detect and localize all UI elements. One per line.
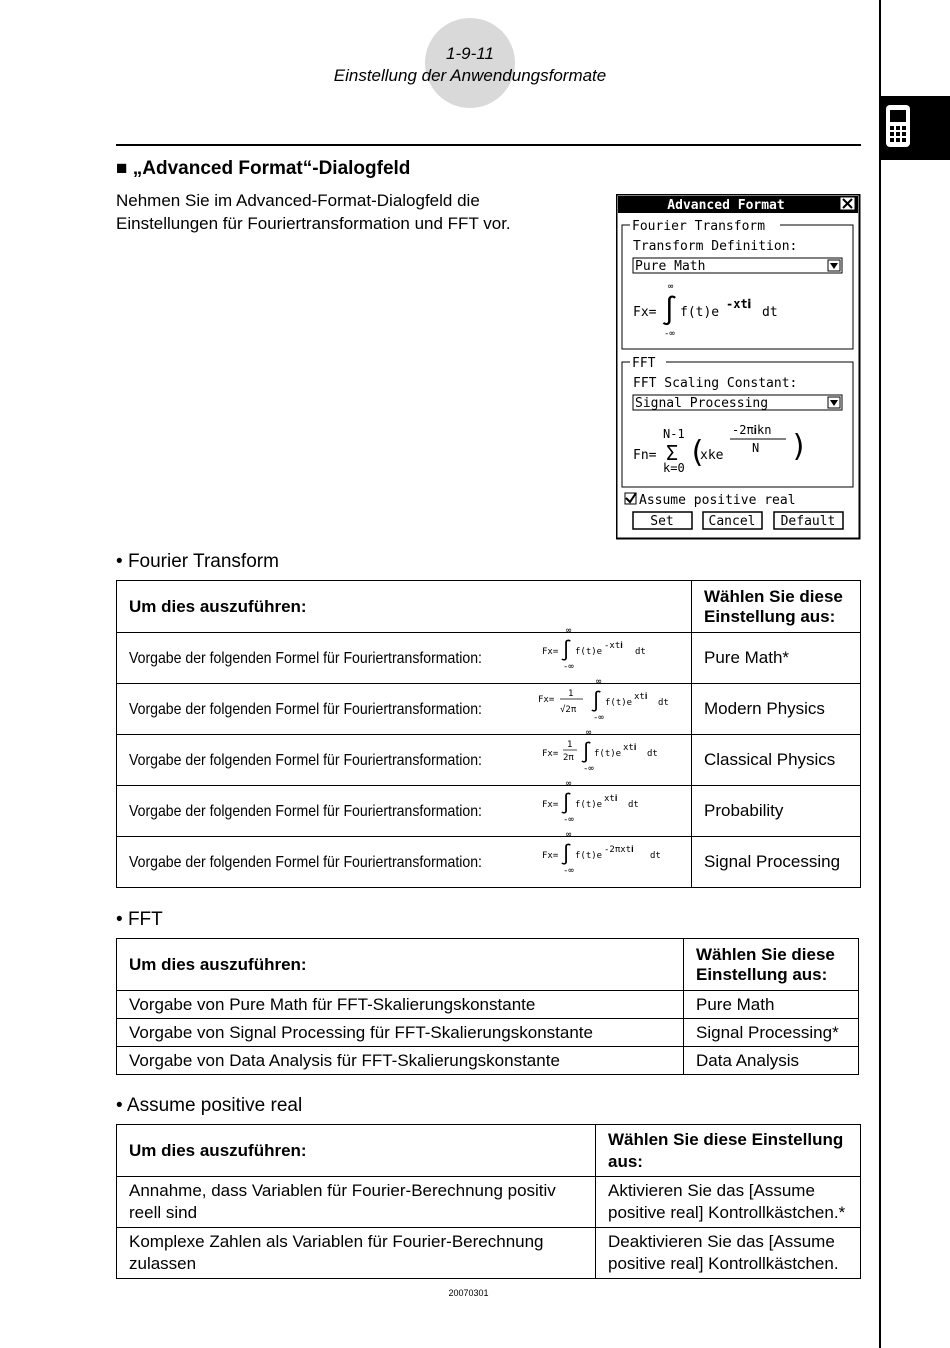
square-bullet-icon: ■ bbox=[116, 158, 128, 179]
svg-text:Fx=: Fx= bbox=[541, 800, 558, 810]
margin-line bbox=[879, 0, 881, 1348]
svg-text:∫: ∫ bbox=[559, 791, 572, 815]
apr-col1-header: Um dies auszuführen: bbox=[117, 1125, 596, 1177]
svg-text:dt: dt bbox=[634, 647, 646, 657]
svg-text:∫: ∫ bbox=[579, 740, 592, 764]
svg-text:-∞: -∞ bbox=[562, 866, 574, 875]
formula-classical-physics bbox=[542, 727, 672, 773]
fft-heading-text: FFT bbox=[127, 909, 163, 930]
svg-text:f(t)e: f(t)e bbox=[574, 800, 602, 810]
table-row bbox=[117, 735, 861, 786]
fourier-row-condition bbox=[117, 830, 692, 888]
svg-text:Fx=: Fx= bbox=[541, 647, 558, 657]
table-row bbox=[117, 684, 861, 735]
section-title bbox=[116, 158, 410, 180]
assume-positive-real-checkbox[interactable] bbox=[625, 493, 636, 504]
apr-row-condition: Annahme, dass Variablen für Fourier-Berechnung positiv reell sind bbox=[117, 1177, 596, 1228]
table-row bbox=[117, 991, 859, 1019]
svg-text:f(t)e: f(t)e bbox=[574, 851, 602, 861]
svg-text:Σ: Σ bbox=[666, 441, 679, 465]
fourier-row-setting: Modern Physics bbox=[692, 684, 861, 735]
fft-row-condition: Vorgabe von Signal Processing für FFT-Skalierungskonstante bbox=[117, 1019, 684, 1047]
svg-text:-xt𝐢: -xt𝐢 bbox=[726, 297, 752, 311]
condition-text: Vorgabe der folgenden Formel für Fouriertransformation: bbox=[129, 803, 482, 820]
fourier-heading: • Fourier Transform bbox=[116, 551, 279, 572]
dialog-close-icon[interactable] bbox=[840, 197, 855, 210]
table-row bbox=[117, 786, 861, 837]
svg-text:xt𝐢: xt𝐢 bbox=[603, 794, 617, 804]
fft-col1-header: Um dies auszuführen: bbox=[117, 939, 684, 991]
fft-col2-header: Wählen Sie diese Einstellung aus: bbox=[684, 939, 859, 991]
svg-text:(: ( bbox=[688, 435, 707, 470]
fft-row-condition: Vorgabe von Data Analysis für FFT-Skalierungskonstante bbox=[117, 1047, 684, 1075]
svg-text:): ) bbox=[790, 429, 809, 464]
svg-text:-∞: -∞ bbox=[592, 713, 604, 722]
svg-text:dt: dt bbox=[762, 305, 778, 320]
table-row bbox=[117, 633, 861, 684]
apr-heading: • Assume positive real bbox=[116, 1095, 303, 1116]
svg-text:-2π𝐢kn: -2π𝐢kn bbox=[732, 423, 772, 437]
fft-table bbox=[116, 938, 859, 1075]
fft-scaling-value: Signal Processing bbox=[635, 396, 769, 411]
svg-text:f(t)e: f(t)e bbox=[604, 698, 632, 708]
fft-row-setting: Pure Math bbox=[684, 991, 859, 1019]
default-button-label: Default bbox=[780, 514, 836, 529]
svg-text:∞: ∞ bbox=[565, 626, 571, 636]
fft-row-setting: Data Analysis bbox=[684, 1047, 859, 1075]
condition-text: Vorgabe der folgenden Formel für Fouriertransformation: bbox=[129, 854, 482, 871]
svg-text:f(t)e: f(t)e bbox=[680, 305, 720, 320]
svg-text:Fx=: Fx= bbox=[541, 851, 558, 861]
chapter-tab bbox=[881, 96, 950, 160]
svg-text:-∞: -∞ bbox=[562, 662, 574, 671]
fourier-row-setting: Pure Math* bbox=[692, 633, 861, 684]
fourier-heading-text: Fourier Transform bbox=[127, 551, 279, 572]
calculator-icon bbox=[881, 96, 950, 160]
section-rule bbox=[116, 144, 861, 146]
svg-text:Fn=: Fn= bbox=[633, 448, 657, 463]
svg-text:2π: 2π bbox=[562, 753, 574, 763]
assume-positive-real-label: Assume positive real bbox=[639, 493, 796, 508]
svg-text:∞: ∞ bbox=[595, 677, 601, 687]
fft-scaling-label: FFT Scaling Constant: bbox=[633, 376, 798, 391]
fourier-row-setting: Probability bbox=[692, 786, 861, 837]
table-row bbox=[117, 1228, 861, 1279]
fft-row-condition: Vorgabe von Pure Math für FFT-Skalierungskonstante bbox=[117, 991, 684, 1019]
svg-text:∞: ∞ bbox=[668, 282, 674, 292]
apr-table bbox=[116, 1124, 861, 1279]
condition-text: Vorgabe der folgenden Formel für Fouriertransformation: bbox=[129, 752, 482, 769]
formula-modern-physics bbox=[538, 676, 678, 722]
transform-definition-value: Pure Math bbox=[635, 259, 706, 274]
apr-heading-text: Assume positive real bbox=[126, 1095, 303, 1116]
section-title-text: „Advanced Format“-Dialogfeld bbox=[132, 158, 411, 179]
svg-text:dt: dt bbox=[646, 749, 658, 759]
transform-definition-label: Transform Definition: bbox=[633, 239, 798, 254]
fft-row-setting: Signal Processing* bbox=[684, 1019, 859, 1047]
svg-text:xke: xke bbox=[700, 448, 724, 463]
condition-text: Vorgabe der folgenden Formel für Fouriertransformation: bbox=[129, 650, 482, 667]
svg-text:xt𝐢: xt𝐢 bbox=[622, 743, 636, 753]
formula-signal-processing bbox=[542, 829, 672, 875]
page-number: 1-9-11 bbox=[446, 44, 494, 63]
svg-text:dt: dt bbox=[627, 800, 639, 810]
svg-text:Fx=: Fx= bbox=[537, 695, 554, 705]
advanced-format-dialog bbox=[616, 194, 861, 540]
fft-group-label: FFT bbox=[632, 356, 656, 371]
apr-table-header bbox=[117, 1125, 861, 1177]
fourier-row-setting: Signal Processing bbox=[692, 837, 861, 888]
svg-text:1: 1 bbox=[567, 689, 573, 699]
dialog-title: Advanced Format bbox=[667, 198, 785, 213]
page-subtitle: Einstellung der Anwendungsformate bbox=[333, 66, 607, 85]
svg-text:xt𝐢: xt𝐢 bbox=[633, 692, 647, 702]
svg-text:∫: ∫ bbox=[559, 842, 572, 866]
svg-text:∫: ∫ bbox=[589, 689, 602, 713]
svg-text:∞: ∞ bbox=[565, 830, 571, 840]
fft-table-header bbox=[117, 939, 859, 991]
svg-text:-∞: -∞ bbox=[582, 764, 594, 773]
table-row bbox=[117, 1177, 861, 1228]
intro-paragraph: Nehmen Sie im Advanced-Format-Dialogfeld die Einstellungen für Fouriertransformation und FFT vor. bbox=[116, 191, 511, 233]
formula-probability bbox=[542, 778, 662, 824]
svg-text:-∞: -∞ bbox=[562, 815, 574, 824]
table-row bbox=[117, 1047, 859, 1075]
table-row bbox=[117, 1019, 859, 1047]
svg-text:-xt𝐢: -xt𝐢 bbox=[603, 641, 623, 651]
svg-text:f(t)e: f(t)e bbox=[574, 647, 602, 657]
set-button-label: Set bbox=[650, 514, 674, 529]
svg-text:-2πxt𝐢: -2πxt𝐢 bbox=[603, 845, 634, 855]
svg-text:∫: ∫ bbox=[661, 294, 678, 327]
apr-row-condition: Komplexe Zahlen als Variablen für Fourier-Berechnung zulassen bbox=[117, 1228, 596, 1279]
svg-text:√2π: √2π bbox=[559, 705, 576, 715]
fft-dropdown-arrow-icon[interactable] bbox=[828, 397, 840, 408]
fourier-col1-header: Um dies auszuführen: bbox=[117, 581, 692, 633]
cancel-button-label: Cancel bbox=[708, 514, 756, 529]
fourier-row-setting: Classical Physics bbox=[692, 735, 861, 786]
transform-dropdown-arrow-icon[interactable] bbox=[828, 260, 840, 271]
fourier-table-header bbox=[117, 581, 861, 633]
svg-text:N: N bbox=[752, 441, 760, 455]
svg-text:1: 1 bbox=[566, 740, 572, 750]
condition-text: Vorgabe der folgenden Formel für Fouriertransformation: bbox=[129, 701, 482, 718]
svg-text:N-1: N-1 bbox=[663, 427, 685, 441]
table-row bbox=[117, 837, 861, 888]
footer-code: 20070301 bbox=[448, 1288, 489, 1298]
svg-text:∞: ∞ bbox=[585, 728, 591, 738]
svg-text:dt: dt bbox=[657, 698, 669, 708]
svg-text:dt: dt bbox=[649, 851, 661, 861]
apr-row-setting: Deaktivieren Sie das [Assume positive real] Kontrollkästchen. bbox=[596, 1228, 861, 1279]
apr-col2-header: Wählen Sie diese Einstellung aus: bbox=[596, 1125, 861, 1177]
formula-pure-math bbox=[542, 625, 662, 671]
svg-text:k=0: k=0 bbox=[663, 461, 685, 475]
svg-text:∫: ∫ bbox=[559, 638, 572, 662]
svg-text:Fx=: Fx= bbox=[541, 749, 558, 759]
fft-heading: • FFT bbox=[116, 909, 163, 930]
apr-row-setting: Aktivieren Sie das [Assume positive real] Kontrollkästchen.* bbox=[596, 1177, 861, 1228]
svg-text:-∞: -∞ bbox=[664, 329, 675, 339]
svg-text:f(t)e: f(t)e bbox=[593, 749, 621, 759]
svg-text:Fx=: Fx= bbox=[633, 305, 657, 320]
fourier-group-label: Fourier Transform bbox=[632, 219, 766, 234]
fourier-col2-header: Wählen Sie diese Einstellung aus: bbox=[692, 581, 861, 633]
fourier-table bbox=[116, 580, 861, 888]
svg-text:∞: ∞ bbox=[565, 779, 571, 789]
